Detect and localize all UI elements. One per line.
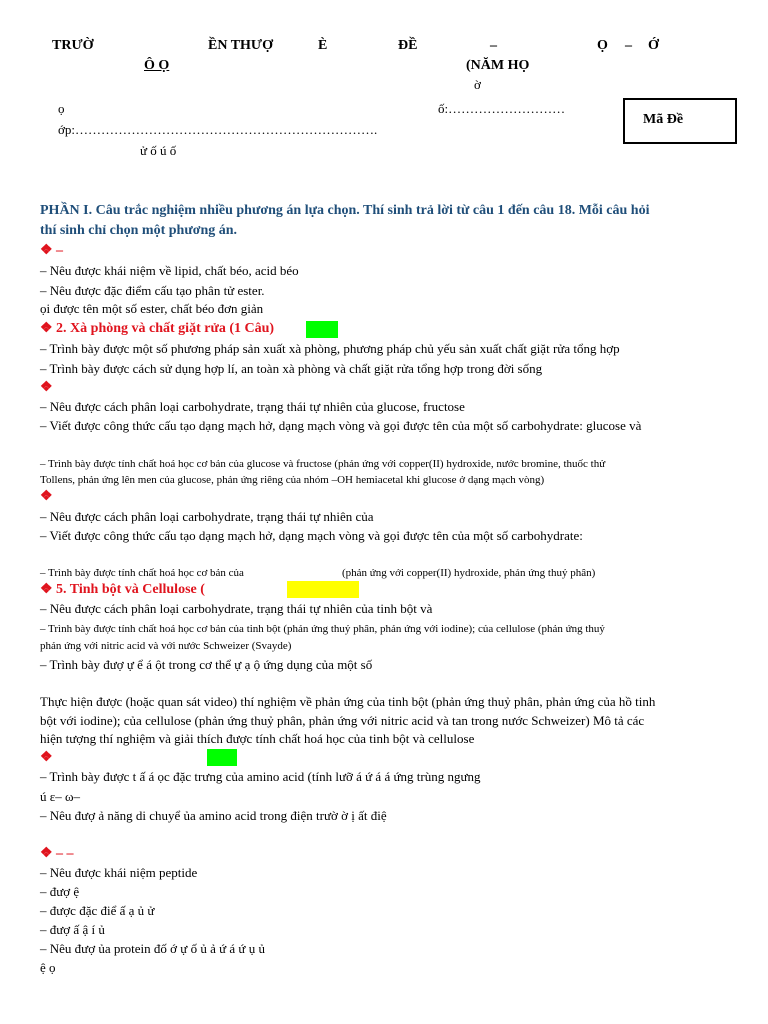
header-school-c: È (318, 38, 328, 53)
sec2-line2: – Trình bày được cách sử dụng hợp lí, an toàn xà phòng và chất giặt rửa tổng hợp trong đời sống (40, 361, 543, 376)
sec5-para3: hiện tượng thí nghiệm và giải thích được tính chất hoá học của tinh bột và cellulose (40, 731, 475, 746)
sec3-heading: ❖ (40, 380, 53, 395)
sec3-line2: – Viết được công thức cấu tạo dạng mạch hở, dạng mạch vòng và gọi được tên của một số carbohydrate: glucose và (40, 418, 642, 433)
sec5-line2: – Trình bày đượ ự ể á ột trong cơ thể ự ạ ộ ứng dụng của một số (40, 657, 373, 672)
sec6-green-highlight (207, 749, 237, 766)
sec6-line1: – Trình bày được t ấ á ọc đặc trưng của amino acid (tính lưỡ á ứ á á ứng trùng ngưng (40, 769, 481, 784)
sec7-line5: – Nêu đượ ủa protein đố ớ ự ố ủ ả ứ á ứ ụ ủ (40, 941, 265, 956)
sec7-line6: ệ ọ (40, 960, 56, 975)
sec1-line1: – Nêu được khái niệm về lipid, chất béo, acid béo (40, 263, 299, 278)
sec5-heading: ❖ 5. Tinh bột và Cellulose ( (40, 582, 205, 597)
sec7-heading: ❖ – – (40, 846, 74, 861)
sec4-small1a: – Trình bày được tính chất hoá học cơ bản của (40, 567, 244, 579)
sec7-line3: – được đặc điể ấ ạ ủ ử (40, 903, 155, 918)
sec5-yellow-highlight (287, 581, 359, 598)
sec7-line4: – đượ ấ ậ í ủ (40, 922, 105, 937)
header-line2-left: Ô Ọ (144, 58, 170, 73)
name-label: ọ (58, 101, 65, 116)
sec4-heading: ❖ (40, 489, 53, 504)
sec6-line2: ú ε– ω– (40, 789, 81, 804)
part1-title-line1: PHẦN I. Câu trắc nghiệm nhiều phương án lựa chọn. Thí sinh trả lời từ câu 1 đến câu 18. Mỗi câu hỏi (40, 203, 650, 218)
header-school-b: ỀN THƯỢ (208, 38, 273, 53)
sec3-small2: Tollens, phản ứng lên men của glucose, phản ứng riêng của nhóm –OH hemiacetal khi glucose ở dạng mạch vòng) (40, 474, 545, 486)
sec2-green-highlight (306, 321, 338, 338)
sec4-line1: – Nêu được cách phân loại carbohydrate, trạng thái tự nhiên của (40, 509, 374, 524)
part1-title-line2: thí sinh chỉ chọn một phương án. (40, 223, 238, 238)
header-note: ử ố ú ố (140, 143, 177, 158)
sec5-small1: – Trình bày được tính chất hoá học cơ bản của tinh bột (phản ứng thuỷ phân, phản ứng với iodine); của cellulose (phản ứng thuỷ (40, 623, 605, 635)
sec1-line2: – Nêu được đặc điểm cấu tạo phân tử ester. (40, 283, 265, 298)
sec6-heading: ❖ (40, 750, 53, 765)
sec5-line1: – Nêu được cách phân loại carbohydrate, trạng thái tự nhiên của tinh bột và (40, 601, 433, 616)
sec1-line3: ọi được tên một số ester, chất béo đơn giản (40, 301, 264, 316)
sec7-line1: – Nêu được khái niệm peptide (40, 865, 198, 880)
header-dash-1: – (490, 38, 497, 53)
sec3-line1: – Nêu được cách phân loại carbohydrate, trạng thái tự nhiên của glucose, fructose (40, 399, 465, 414)
sec5-para2: bột với iodine); của cellulose (phản ứng thuỷ phân, phản ứng với nitric acid và tan trong nước Schweizer) Mô tả các (40, 713, 645, 728)
header-o-mark: Ọ (597, 38, 608, 53)
exam-code-label: Mã Đề (643, 112, 684, 127)
sec5-small2: phản ứng với nitric acid và với nước Schweizer (Svayde) (40, 640, 292, 652)
exam-code-box (623, 98, 737, 144)
header-o2-mark: Ớ (648, 38, 659, 53)
sec1-heading: ❖ – (40, 243, 64, 258)
class-label: ớp:……………………………………………………………. (58, 122, 378, 137)
header-dash-2: – (625, 38, 632, 53)
header-small-mark: ờ (474, 77, 481, 92)
sec2-line1: – Trình bày được một số phương pháp sản xuất xà phòng, phương pháp chủ yếu sản xuất chất giặt rửa tổng hợp (40, 341, 620, 356)
sec7-line2: – đượ ệ (40, 884, 80, 899)
header-school-a: TRƯỜ (52, 38, 94, 53)
sec6-line3: – Nêu đượ ả năng di chuyể ủa amino acid trong điện trườ ờ ị ất điệ (40, 808, 387, 823)
header-exam-word: ĐỀ (398, 38, 418, 53)
sec4-small1b: (phản ứng với copper(II) hydroxide, phản ứng thuỷ phân) (342, 567, 596, 579)
sec5-para1: Thực hiện được (hoặc quan sát video) thí nghiệm về phản ứng của tinh bột (phản ứng thuỷ phân, phản ứng của hồ tinh (40, 694, 656, 709)
header-year: (NĂM HỌ (466, 58, 530, 73)
sec3-small1: – Trình bày được tính chất hoá học cơ bản của glucose và fructose (phản ứng với copper(II) hydroxide, nước bromine, thuốc thử (40, 458, 606, 470)
number-label: ố:……………………… (438, 101, 566, 116)
sec2-heading: ❖ 2. Xà phòng và chất giặt rửa (1 Câu) (40, 321, 275, 336)
sec4-line2: – Viết được công thức cấu tạo dạng mạch hở, dạng mạch vòng và gọi được tên của một số carbohydrate: (40, 528, 583, 543)
